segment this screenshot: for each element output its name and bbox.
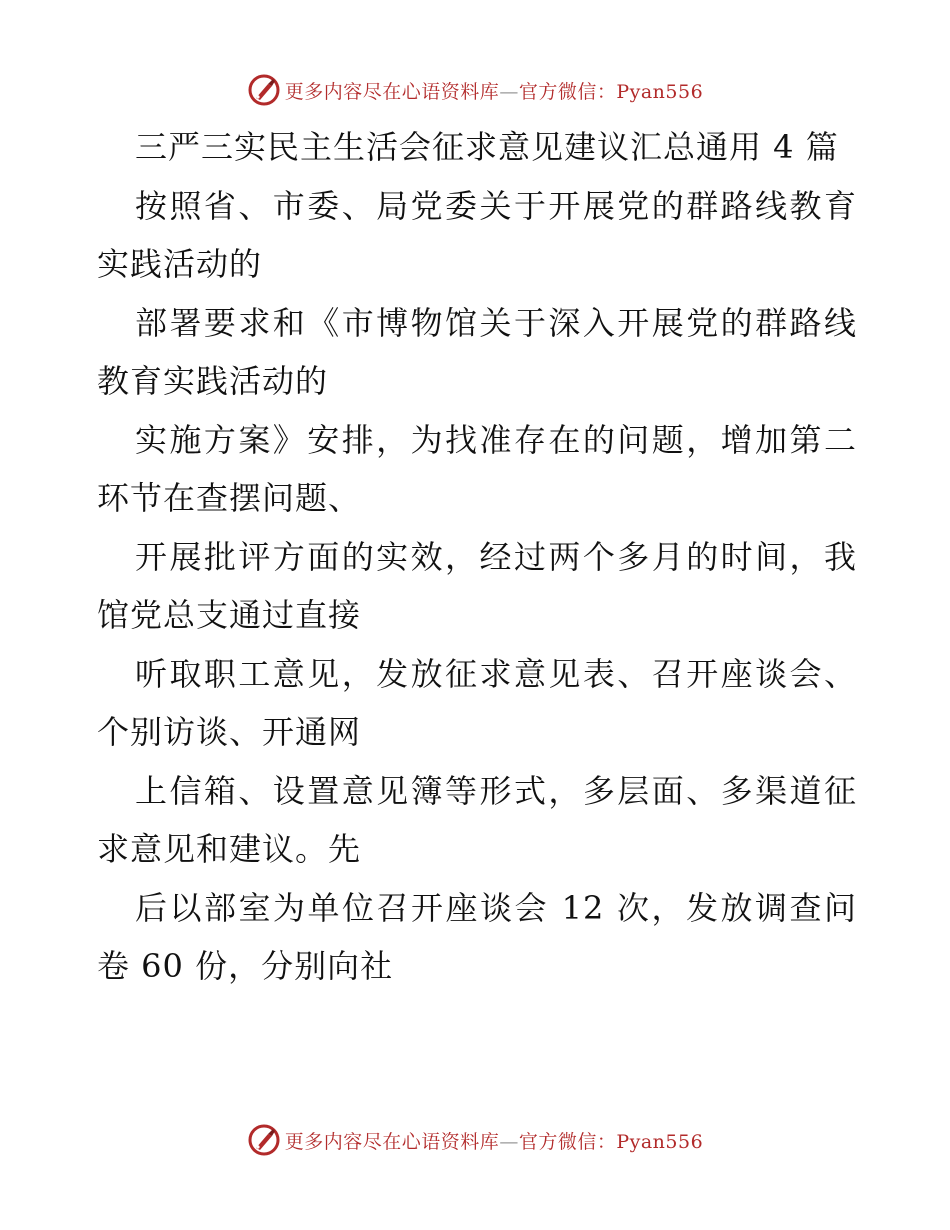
header-separator: — — [499, 80, 519, 103]
footer-separator: — — [499, 1130, 519, 1153]
footer-banner — [0, 1120, 950, 1160]
document-body — [97, 118, 857, 996]
document-paragraph: 按照省、市委、局党委关于开展党的群路线教育实践活动的 — [97, 186, 857, 283]
footer-site-text: 更多内容尽在心语资料库 — [284, 1130, 500, 1153]
document-paragraph: 开展批评方面的实效，经过两个多月的时间，我馆党总支通过直接 — [97, 537, 857, 634]
header-banner — [0, 70, 950, 110]
document-paragraph: 实施方案》安排，为找准存在的问题，增加第二环节在查摆问题、 — [97, 420, 857, 517]
footer-wechat-id: Pyan556 — [616, 1130, 704, 1153]
document-paragraph: 后以部室为单位召开座谈会 12 次，发放调查问卷 60 份，分别向社 — [97, 888, 857, 985]
header-wechat-id: Pyan556 — [616, 80, 704, 103]
header-wechat-label: 官方微信： — [518, 80, 617, 103]
document-title: 三严三实民主生活会征求意见建议汇总通用 4 篇 — [135, 128, 839, 166]
document-paragraph: 部署要求和《市博物馆关于深入开展党的群路线教育实践活动的 — [97, 303, 857, 400]
pen-nib-logo-icon — [247, 1123, 281, 1157]
footer-wechat-label: 官方微信： — [518, 1130, 617, 1153]
header-site-text: 更多内容尽在心语资料库 — [284, 80, 500, 103]
header-banner-text — [285, 77, 703, 104]
document-paragraph: 上信箱、设置意见簿等形式，多层面、多渠道征求意见和建议。先 — [97, 771, 857, 868]
pen-nib-logo-icon — [247, 73, 281, 107]
document-paragraph: 听取职工意见，发放征求意见表、召开座谈会、个别访谈、开通网 — [97, 654, 857, 751]
footer-banner-text — [285, 1127, 703, 1154]
